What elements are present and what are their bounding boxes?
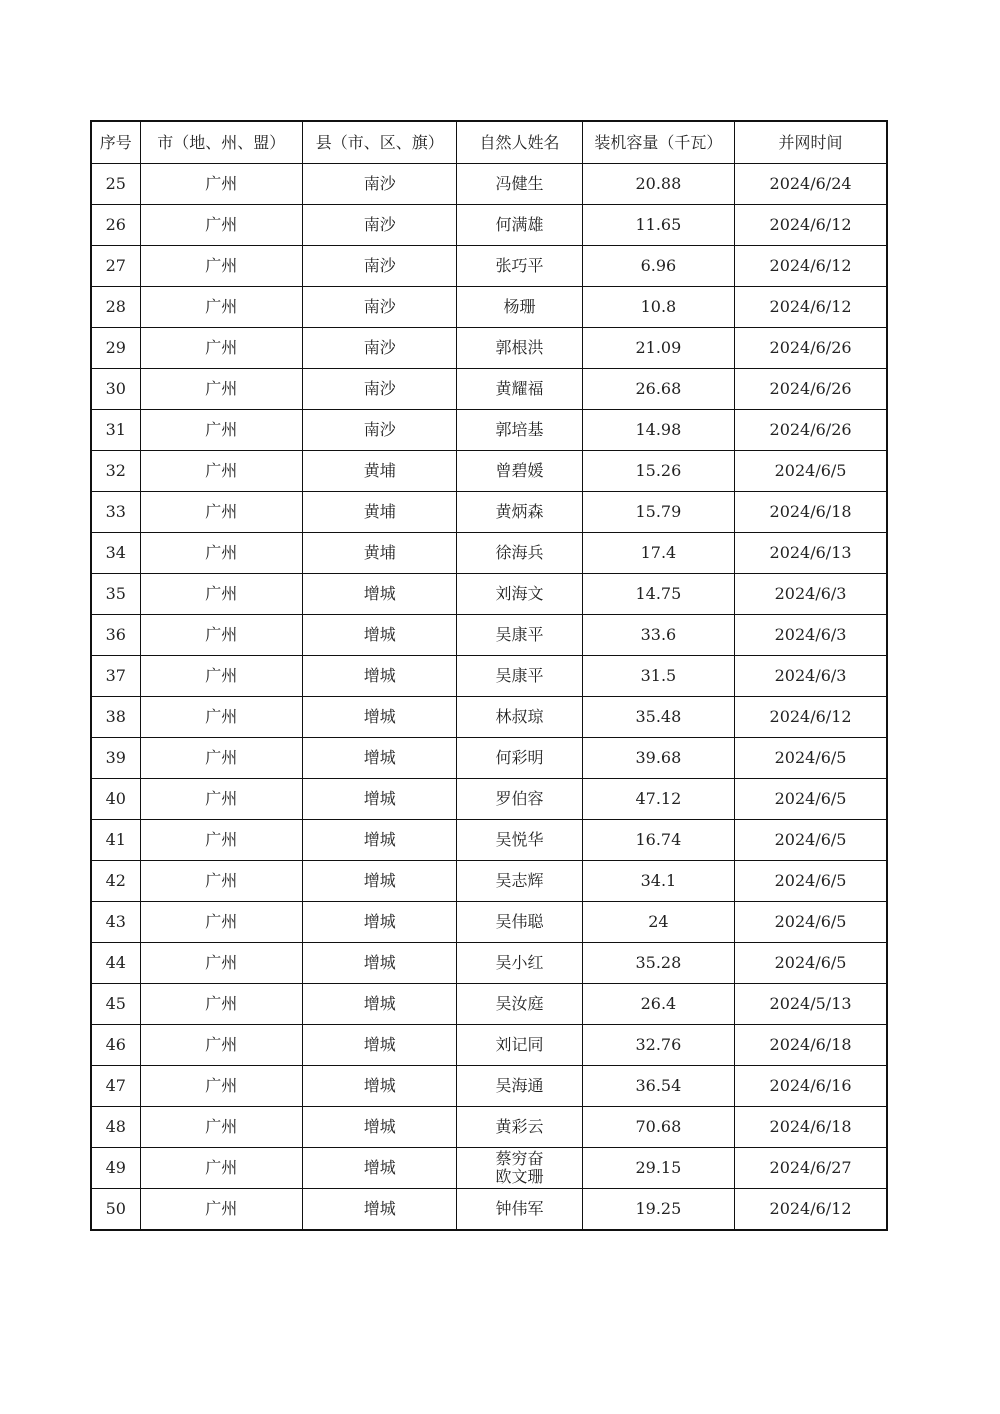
cell-city: 广州 — [140, 656, 302, 697]
cell-person-name: 张巧平 — [457, 246, 582, 287]
cell-county: 增城 — [303, 902, 457, 943]
cell-seq: 26 — [91, 205, 140, 246]
cell-capacity: 15.79 — [582, 492, 734, 533]
cell-county: 增城 — [303, 615, 457, 656]
cell-county: 黄埔 — [303, 492, 457, 533]
cell-county: 增城 — [303, 779, 457, 820]
cell-grid-date: 2024/6/13 — [735, 533, 887, 574]
cell-grid-date: 2024/6/18 — [735, 1107, 887, 1148]
cell-city: 广州 — [140, 861, 302, 902]
cell-capacity: 11.65 — [582, 205, 734, 246]
cell-county: 南沙 — [303, 246, 457, 287]
table-row — [91, 615, 887, 656]
cell-capacity: 26.4 — [582, 984, 734, 1025]
table-row — [91, 328, 887, 369]
cell-seq: 31 — [91, 410, 140, 451]
cell-grid-date: 2024/6/5 — [735, 738, 887, 779]
cell-grid-date: 2024/6/12 — [735, 287, 887, 328]
cell-person-name: 吴伟聪 — [457, 902, 582, 943]
cell-seq: 38 — [91, 697, 140, 738]
cell-city: 广州 — [140, 451, 302, 492]
table-row — [91, 492, 887, 533]
cell-grid-date: 2024/6/12 — [735, 697, 887, 738]
cell-capacity: 70.68 — [582, 1107, 734, 1148]
cell-county: 南沙 — [303, 205, 457, 246]
table-row — [91, 984, 887, 1025]
cell-person-name: 徐海兵 — [457, 533, 582, 574]
cell-seq: 37 — [91, 656, 140, 697]
table-row — [91, 697, 887, 738]
grid-connection-table — [90, 120, 888, 1231]
cell-capacity: 14.98 — [582, 410, 734, 451]
table-row — [91, 246, 887, 287]
cell-county: 南沙 — [303, 328, 457, 369]
cell-person-name: 吴康平 — [457, 615, 582, 656]
cell-seq: 47 — [91, 1066, 140, 1107]
cell-county: 南沙 — [303, 410, 457, 451]
cell-seq: 33 — [91, 492, 140, 533]
cell-person-name: 钟伟军 — [457, 1189, 582, 1231]
cell-seq: 36 — [91, 615, 140, 656]
table-row — [91, 656, 887, 697]
cell-city: 广州 — [140, 1025, 302, 1066]
cell-city: 广州 — [140, 287, 302, 328]
cell-county: 增城 — [303, 656, 457, 697]
cell-county: 南沙 — [303, 287, 457, 328]
cell-county: 增城 — [303, 820, 457, 861]
cell-city: 广州 — [140, 533, 302, 574]
cell-seq: 48 — [91, 1107, 140, 1148]
cell-capacity: 26.68 — [582, 369, 734, 410]
cell-county: 增城 — [303, 1066, 457, 1107]
cell-city: 广州 — [140, 1107, 302, 1148]
cell-grid-date: 2024/6/12 — [735, 1189, 887, 1231]
cell-city: 广州 — [140, 1189, 302, 1231]
cell-city: 广州 — [140, 984, 302, 1025]
cell-person-name: 郭根洪 — [457, 328, 582, 369]
cell-grid-date: 2024/6/5 — [735, 861, 887, 902]
table-row — [91, 451, 887, 492]
cell-seq: 35 — [91, 574, 140, 615]
table-header-row — [91, 121, 887, 164]
cell-capacity: 20.88 — [582, 164, 734, 205]
cell-capacity: 36.54 — [582, 1066, 734, 1107]
header-grid-date: 并网时间 — [735, 121, 887, 164]
table-row — [91, 574, 887, 615]
cell-person-name: 吴小红 — [457, 943, 582, 984]
table-row — [91, 1148, 887, 1189]
cell-county: 黄埔 — [303, 451, 457, 492]
cell-person-name: 黄耀福 — [457, 369, 582, 410]
cell-seq: 27 — [91, 246, 140, 287]
cell-city: 广州 — [140, 1066, 302, 1107]
cell-seq: 34 — [91, 533, 140, 574]
cell-capacity: 33.6 — [582, 615, 734, 656]
cell-city: 广州 — [140, 943, 302, 984]
cell-capacity: 16.74 — [582, 820, 734, 861]
table-row — [91, 410, 887, 451]
table-row — [91, 369, 887, 410]
cell-seq: 40 — [91, 779, 140, 820]
cell-person-name: 黄彩云 — [457, 1107, 582, 1148]
cell-county: 增城 — [303, 943, 457, 984]
table-row — [91, 779, 887, 820]
table-row — [91, 861, 887, 902]
header-city: 市（地、州、盟） — [140, 121, 302, 164]
cell-capacity: 35.48 — [582, 697, 734, 738]
header-capacity: 装机容量（千瓦） — [582, 121, 734, 164]
cell-capacity: 10.8 — [582, 287, 734, 328]
cell-county: 南沙 — [303, 369, 457, 410]
cell-city: 广州 — [140, 246, 302, 287]
cell-grid-date: 2024/6/27 — [735, 1148, 887, 1189]
cell-seq: 30 — [91, 369, 140, 410]
cell-person-name: 吴悦华 — [457, 820, 582, 861]
cell-seq: 32 — [91, 451, 140, 492]
cell-grid-date: 2024/6/5 — [735, 820, 887, 861]
cell-person-name: 吴志辉 — [457, 861, 582, 902]
cell-seq: 28 — [91, 287, 140, 328]
cell-county: 增城 — [303, 1189, 457, 1231]
cell-person-name: 何彩明 — [457, 738, 582, 779]
cell-seq: 29 — [91, 328, 140, 369]
header-seq: 序号 — [91, 121, 140, 164]
cell-city: 广州 — [140, 205, 302, 246]
table-row — [91, 738, 887, 779]
cell-city: 广州 — [140, 738, 302, 779]
cell-person-name: 蔡穷奋 欧文珊 — [457, 1148, 582, 1189]
cell-grid-date: 2024/6/24 — [735, 164, 887, 205]
cell-person-name: 杨珊 — [457, 287, 582, 328]
cell-county: 增城 — [303, 574, 457, 615]
cell-capacity: 15.26 — [582, 451, 734, 492]
table-container — [90, 120, 888, 1231]
cell-city: 广州 — [140, 410, 302, 451]
cell-county: 增城 — [303, 861, 457, 902]
cell-county: 增城 — [303, 1107, 457, 1148]
cell-seq: 46 — [91, 1025, 140, 1066]
cell-person-name: 吴汝庭 — [457, 984, 582, 1025]
table-row — [91, 164, 887, 205]
cell-capacity: 31.5 — [582, 656, 734, 697]
cell-city: 广州 — [140, 492, 302, 533]
table-row — [91, 287, 887, 328]
table-row — [91, 1066, 887, 1107]
cell-grid-date: 2024/6/5 — [735, 779, 887, 820]
cell-capacity: 47.12 — [582, 779, 734, 820]
cell-county: 黄埔 — [303, 533, 457, 574]
table-row — [91, 902, 887, 943]
cell-capacity: 35.28 — [582, 943, 734, 984]
table-row — [91, 533, 887, 574]
table-row — [91, 1189, 887, 1231]
cell-capacity: 29.15 — [582, 1148, 734, 1189]
table-row — [91, 943, 887, 984]
cell-grid-date: 2024/6/5 — [735, 943, 887, 984]
cell-seq: 49 — [91, 1148, 140, 1189]
cell-city: 广州 — [140, 164, 302, 205]
cell-grid-date: 2024/6/3 — [735, 615, 887, 656]
cell-person-name: 林叔琼 — [457, 697, 582, 738]
cell-capacity: 6.96 — [582, 246, 734, 287]
cell-seq: 25 — [91, 164, 140, 205]
cell-city: 广州 — [140, 574, 302, 615]
table-row — [91, 1107, 887, 1148]
cell-city: 广州 — [140, 328, 302, 369]
table-row — [91, 820, 887, 861]
cell-person-name: 郭培基 — [457, 410, 582, 451]
cell-person-name: 刘海文 — [457, 574, 582, 615]
cell-capacity: 24 — [582, 902, 734, 943]
cell-county: 南沙 — [303, 164, 457, 205]
cell-person-name: 吴海通 — [457, 1066, 582, 1107]
cell-city: 广州 — [140, 1148, 302, 1189]
cell-county: 增城 — [303, 697, 457, 738]
cell-grid-date: 2024/6/12 — [735, 205, 887, 246]
cell-county: 增城 — [303, 738, 457, 779]
cell-capacity: 14.75 — [582, 574, 734, 615]
cell-capacity: 17.4 — [582, 533, 734, 574]
cell-city: 广州 — [140, 369, 302, 410]
cell-city: 广州 — [140, 820, 302, 861]
cell-capacity: 19.25 — [582, 1189, 734, 1231]
header-person-name: 自然人姓名 — [457, 121, 582, 164]
cell-seq: 41 — [91, 820, 140, 861]
cell-city: 广州 — [140, 902, 302, 943]
cell-seq: 44 — [91, 943, 140, 984]
cell-grid-date: 2024/6/3 — [735, 574, 887, 615]
cell-person-name: 罗伯容 — [457, 779, 582, 820]
cell-grid-date: 2024/6/3 — [735, 656, 887, 697]
header-county: 县（市、区、旗） — [303, 121, 457, 164]
cell-grid-date: 2024/6/26 — [735, 369, 887, 410]
cell-capacity: 39.68 — [582, 738, 734, 779]
cell-person-name: 刘记同 — [457, 1025, 582, 1066]
table-row — [91, 1025, 887, 1066]
cell-city: 广州 — [140, 615, 302, 656]
cell-city: 广州 — [140, 697, 302, 738]
cell-grid-date: 2024/6/18 — [735, 492, 887, 533]
table-row — [91, 205, 887, 246]
cell-person-name: 黄炳森 — [457, 492, 582, 533]
cell-seq: 43 — [91, 902, 140, 943]
cell-grid-date: 2024/5/13 — [735, 984, 887, 1025]
cell-person-name: 冯健生 — [457, 164, 582, 205]
cell-person-name: 吴康平 — [457, 656, 582, 697]
cell-seq: 39 — [91, 738, 140, 779]
cell-seq: 42 — [91, 861, 140, 902]
cell-capacity: 21.09 — [582, 328, 734, 369]
cell-person-name: 何满雄 — [457, 205, 582, 246]
cell-capacity: 34.1 — [582, 861, 734, 902]
cell-grid-date: 2024/6/5 — [735, 902, 887, 943]
cell-county: 增城 — [303, 1025, 457, 1066]
cell-seq: 45 — [91, 984, 140, 1025]
cell-county: 增城 — [303, 1148, 457, 1189]
cell-grid-date: 2024/6/12 — [735, 246, 887, 287]
cell-grid-date: 2024/6/5 — [735, 451, 887, 492]
cell-grid-date: 2024/6/18 — [735, 1025, 887, 1066]
cell-capacity: 32.76 — [582, 1025, 734, 1066]
cell-grid-date: 2024/6/26 — [735, 410, 887, 451]
cell-grid-date: 2024/6/16 — [735, 1066, 887, 1107]
table-body — [91, 164, 887, 1231]
cell-seq: 50 — [91, 1189, 140, 1231]
cell-person-name: 曾碧媛 — [457, 451, 582, 492]
cell-city: 广州 — [140, 779, 302, 820]
cell-county: 增城 — [303, 984, 457, 1025]
cell-grid-date: 2024/6/26 — [735, 328, 887, 369]
